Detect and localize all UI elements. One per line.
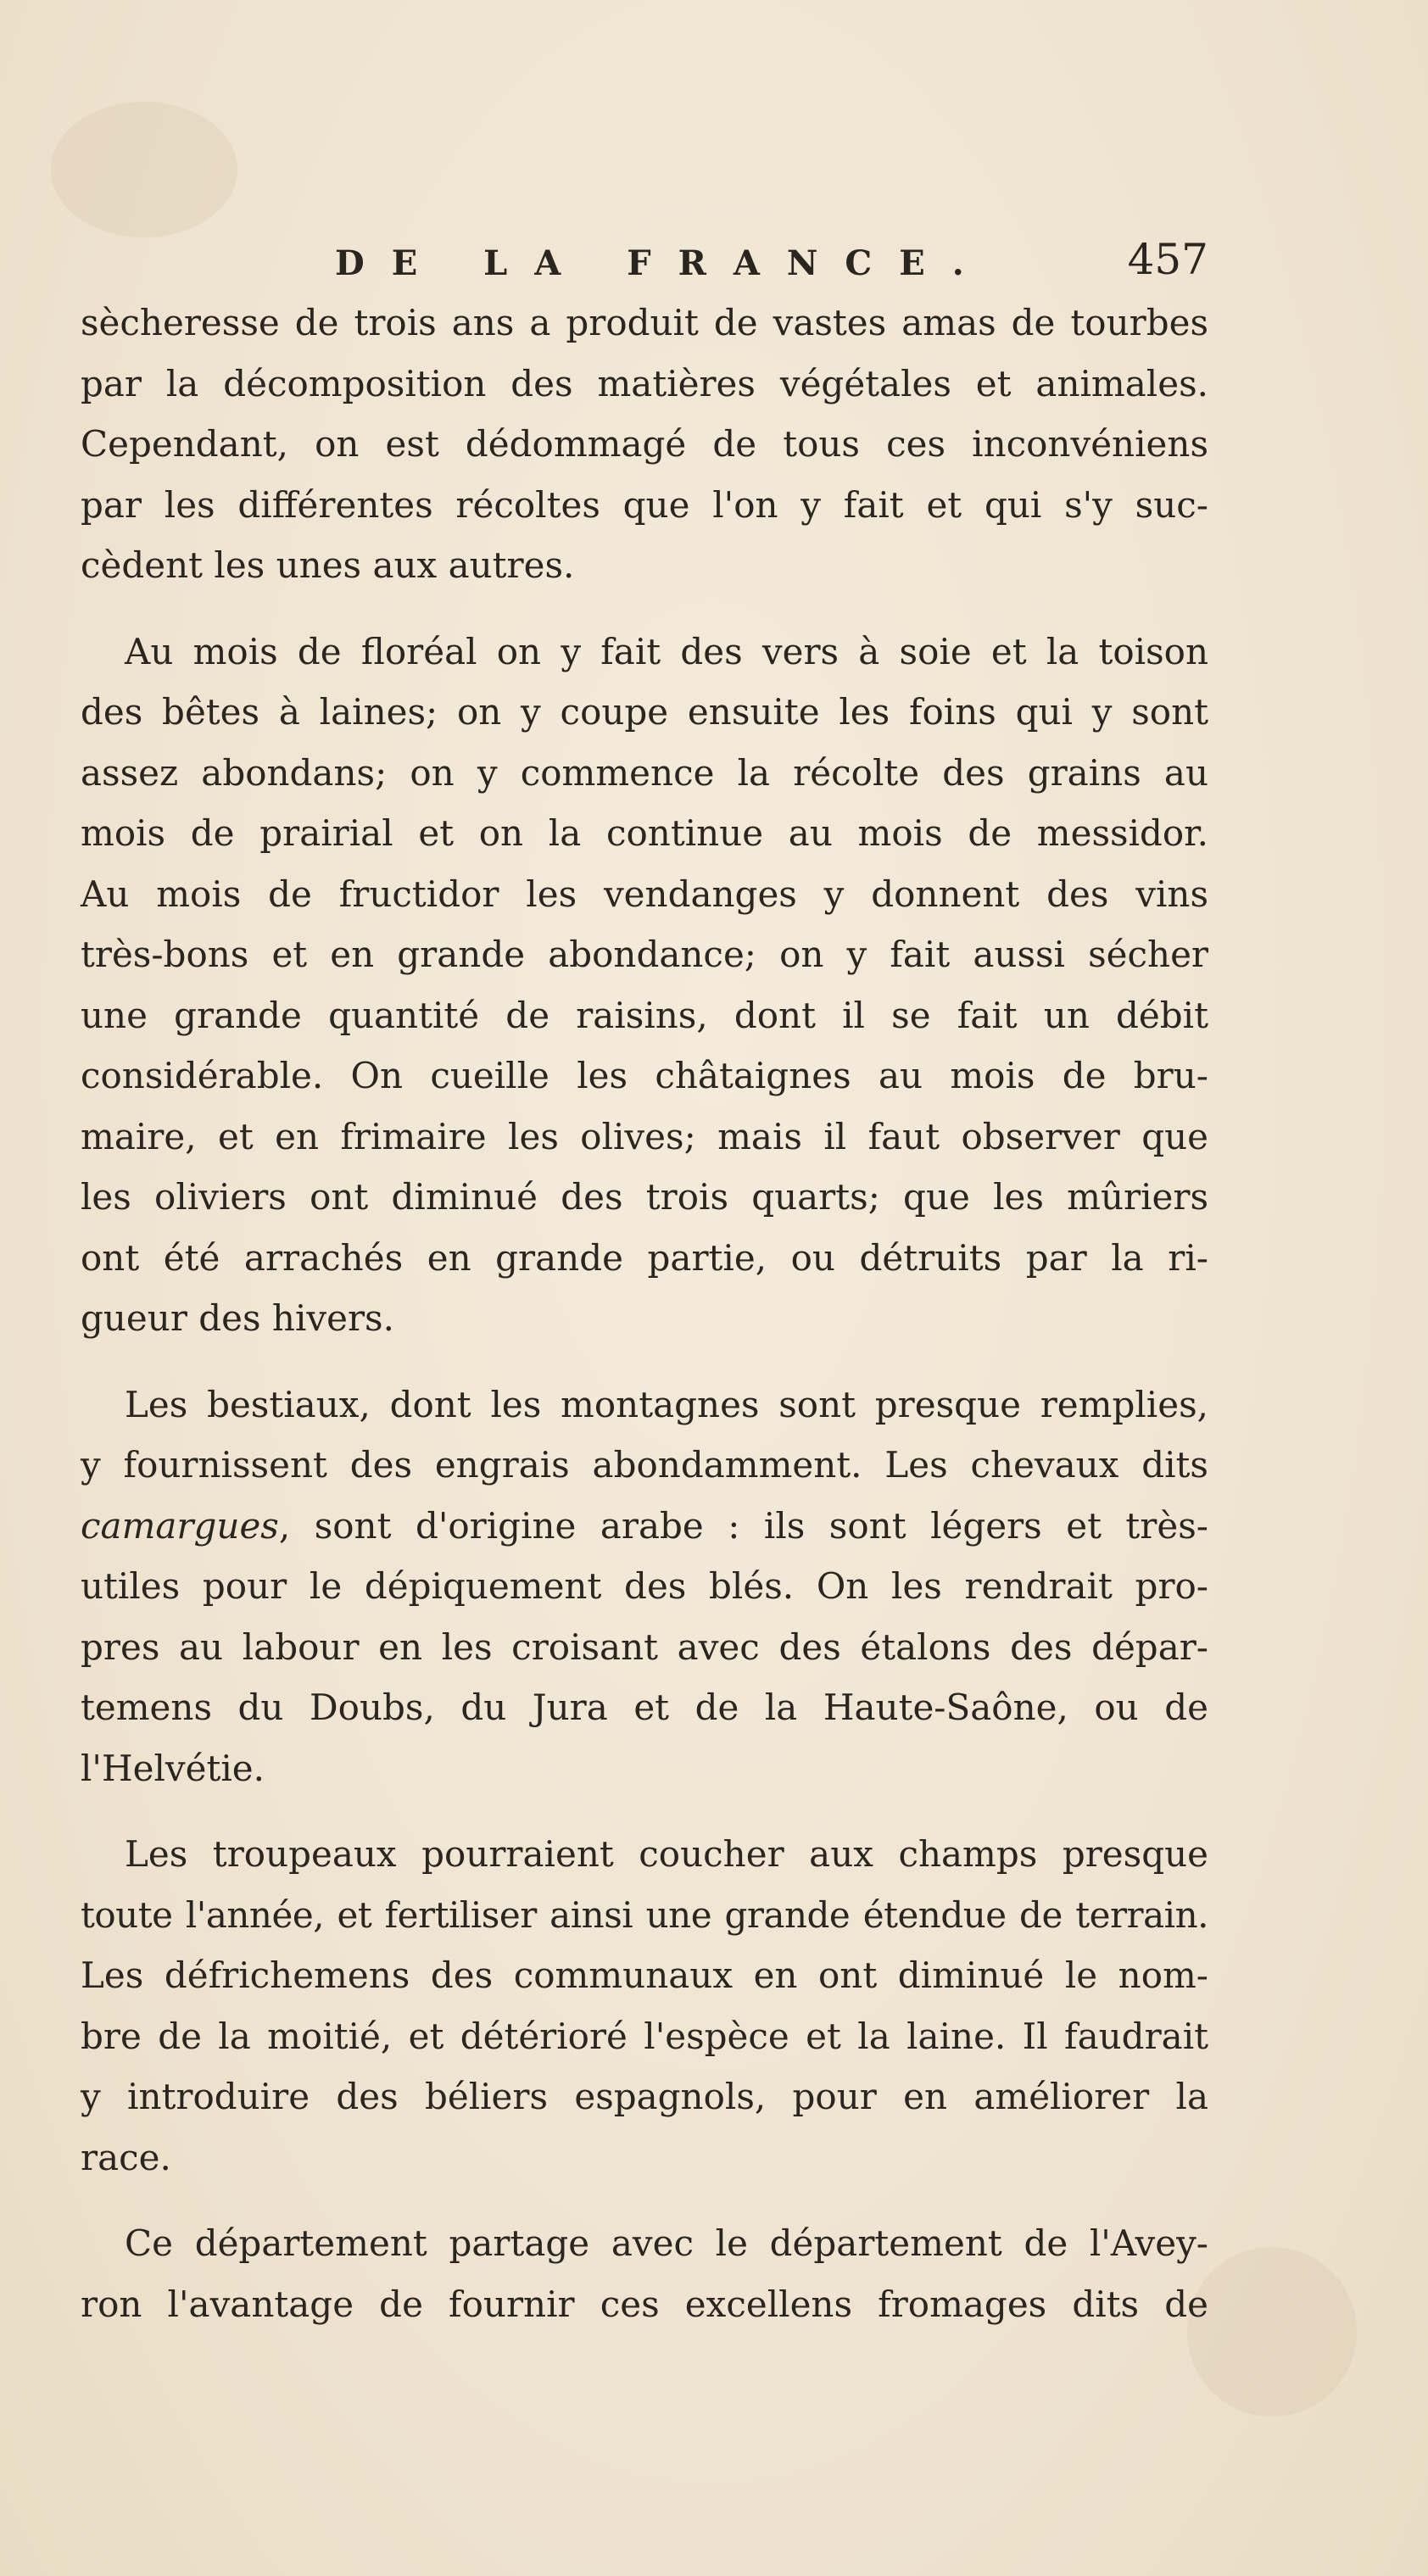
text-line: Au mois de fructidor les vendanges y donnent des vins <box>81 873 1208 915</box>
text-line: Les défrichemens des communaux en ont diminué le nom- <box>81 1954 1208 1996</box>
text-line: une grande quantité de raisins, dont il se fait un débit <box>81 994 1208 1036</box>
text-line: très-bons et en grande abondance; on y fait aussi sécher <box>81 934 1208 975</box>
text-line: y introduire des béliers espagnols, pour en améliorer la <box>81 2076 1208 2117</box>
text-line: Les troupeaux pourraient coucher aux champs presque <box>125 1833 1208 1875</box>
paragraph <box>81 1824 1208 2188</box>
text-line: gueur des hivers. <box>81 1297 394 1339</box>
text-line: Cependant, on est dédommagé de tous ces inconvéniens <box>81 423 1208 465</box>
text-line: pres au labour en les croisant avec des étalons des dépar- <box>81 1625 1208 1668</box>
paragraph <box>81 293 1208 596</box>
text-line: sècheresse de trois ans a produit de vastes amas de tourbes <box>81 302 1208 343</box>
paragraph <box>81 622 1208 1349</box>
text-line: par la décomposition des matières végétales et animales. <box>81 362 1208 404</box>
paragraph <box>81 1374 1208 1799</box>
italic-term: camargues <box>81 1504 279 1547</box>
text-line: camargues, sont d'origine arabe : ils sont légers et très- <box>81 1504 1208 1547</box>
paragraph <box>81 2213 1208 2334</box>
body-text <box>81 293 1208 2334</box>
running-title: DE LA FRANCE. <box>335 243 991 283</box>
text-line: Au mois de floréal on y fait des vers à soie et la toison <box>125 630 1208 672</box>
paper-stain <box>1187 2247 1357 2417</box>
text-line: race. <box>81 2136 171 2178</box>
text-line: mois de prairial et on la continue au mois de messidor. <box>81 812 1208 854</box>
text-line: par les différentes récoltes que l'on y fait et qui s'y suc- <box>81 483 1208 526</box>
text-line: bre de la moitié, et détérioré l'espèce et la laine. Il faudrait <box>81 2015 1208 2057</box>
text-line: temens du Doubs, du Jura et de la Haute-Saône, ou de <box>81 1687 1208 1728</box>
text-line: l'Helvétie. <box>81 1747 265 1789</box>
text-line: toute l'année, et fertiliser ainsi une grande étendue de terrain. <box>81 1893 1208 1936</box>
text-line: des bêtes à laines; on y coupe ensuite les foins qui y sont <box>81 691 1208 733</box>
text-line: ron l'avantage de fournir ces excellens fromages dits de <box>81 2283 1208 2325</box>
text-line: utiles pour le dépiquement des blés. On les rendrait pro- <box>81 1565 1208 1607</box>
text-line: maire, et en frimaire les olives; mais il faut observer que <box>81 1115 1208 1157</box>
text-line: ont été arrachés en grande partie, ou détruits par la ri- <box>81 1236 1208 1279</box>
text-line: assez abondans; on y commence la récolte des grains au <box>81 751 1208 794</box>
text-line: les oliviers ont diminué des trois quarts; que les mûriers <box>81 1176 1208 1218</box>
text-line: considérable. On cueille les châtaignes au mois de bru- <box>81 1055 1208 1096</box>
text-line: cèdent les unes aux autres. <box>81 544 575 586</box>
text-line: Les bestiaux, dont les montagnes sont presque remplies, <box>125 1383 1208 1425</box>
text-line: Ce département partage avec le département de l'Avey- <box>125 2222 1208 2264</box>
page-number: 457 <box>1127 235 1208 284</box>
paper-stain <box>51 102 237 237</box>
text-line: y fournissent des engrais abondamment. Les chevaux dits <box>81 1444 1208 1486</box>
